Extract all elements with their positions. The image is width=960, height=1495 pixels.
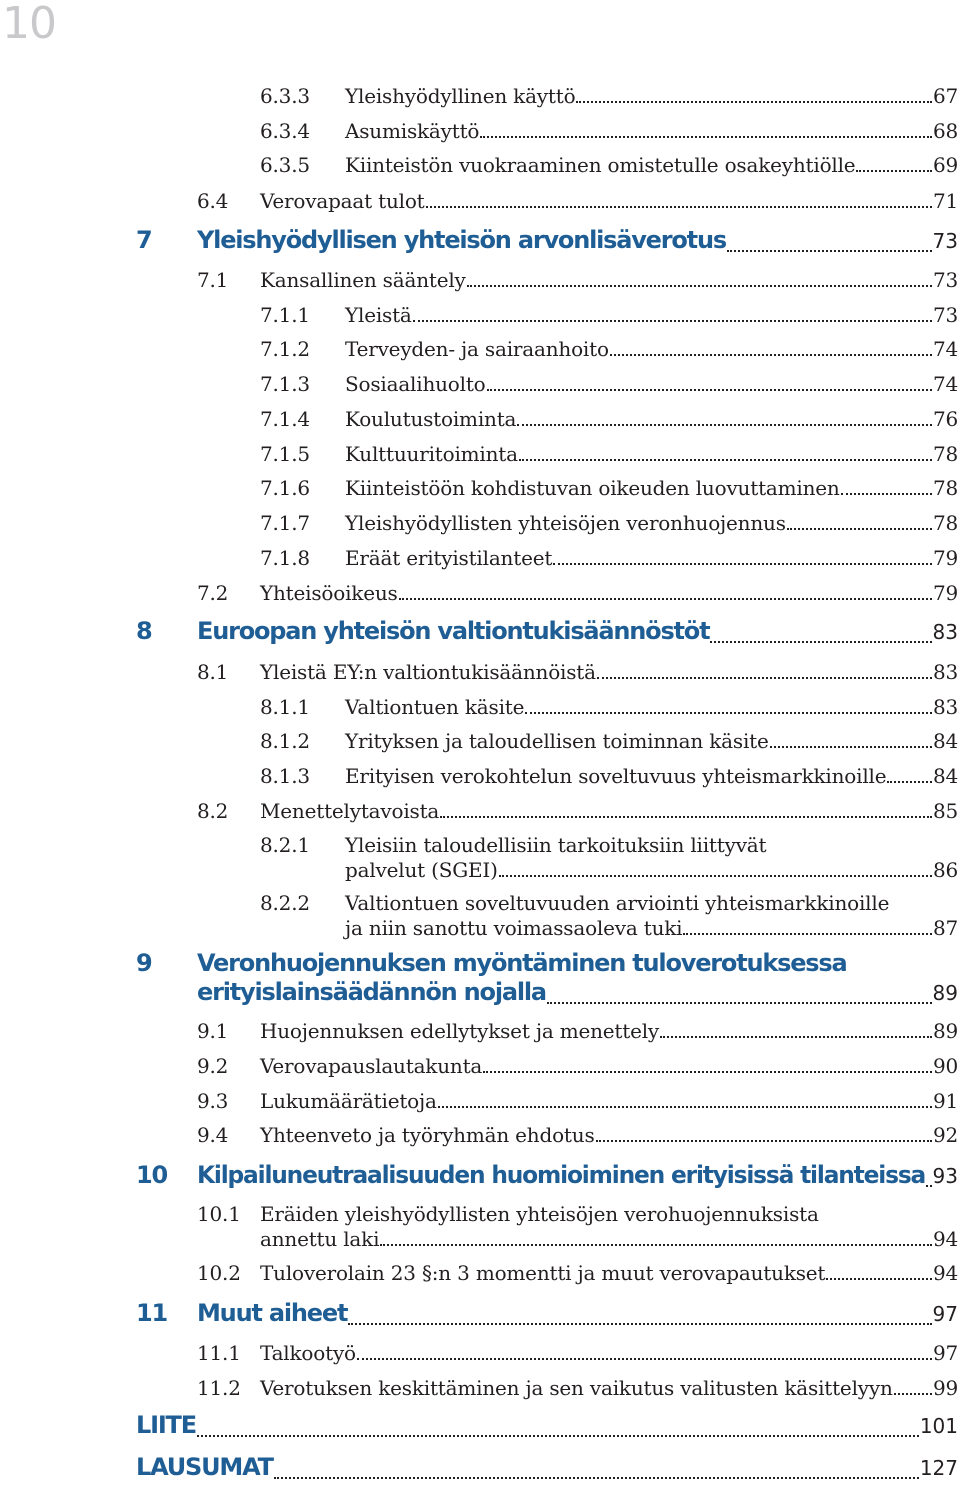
toc-entry-page: 78 bbox=[932, 511, 958, 535]
toc-entry-page: 89 bbox=[932, 981, 958, 1005]
toc-entry-number: 10.1 bbox=[197, 1202, 241, 1226]
dot-leader bbox=[841, 473, 932, 495]
toc-entry-title: LIITE bbox=[136, 1411, 196, 1439]
toc-entry[interactable] bbox=[197, 1261, 958, 1286]
page-number: 10 bbox=[2, 0, 56, 49]
toc-entry[interactable] bbox=[260, 372, 958, 397]
toc-entry-number: 8.2 bbox=[197, 799, 229, 823]
toc-entry-page: 67 bbox=[932, 84, 958, 108]
toc-entry-title-line1: Veronhuojennuksen myöntäminen tuloverotuksessa bbox=[197, 949, 847, 977]
toc-entry-page: 79 bbox=[932, 546, 958, 570]
toc-entry-number: 8.1 bbox=[197, 660, 229, 684]
toc-entry[interactable] bbox=[260, 695, 958, 720]
toc-entry-page: 73 bbox=[932, 303, 958, 327]
toc-entry[interactable] bbox=[197, 799, 958, 824]
toc-entry-title: Kilpailuneutraalisuuden huomioiminen erityisissä tilanteissa bbox=[197, 1161, 926, 1189]
toc-entry[interactable] bbox=[197, 1089, 958, 1114]
toc-entry-page: 97 bbox=[932, 1341, 958, 1365]
toc-entry-title-line1: Eräiden yleishyödyllisten yhteisöjen verohuojennuksista bbox=[260, 1202, 819, 1226]
toc-entry-page: 78 bbox=[932, 476, 958, 500]
toc-chapter-entry[interactable] bbox=[136, 949, 958, 1008]
toc-entry-title: Valtiontuen käsite bbox=[345, 695, 525, 719]
toc-entry-page: 127 bbox=[919, 1456, 958, 1480]
toc-entry-title: Yleishyödyllisen yhteisön arvonlisäverotus bbox=[197, 226, 726, 254]
toc-entry[interactable] bbox=[260, 476, 958, 501]
toc-entry-title-line1: Valtiontuen soveltuvuuden arviointi yhteismarkkinoille bbox=[345, 891, 890, 915]
toc-entry[interactable] bbox=[260, 153, 958, 178]
toc-entry-page: 84 bbox=[932, 764, 958, 788]
toc-entry[interactable] bbox=[260, 729, 958, 754]
dot-leader bbox=[413, 300, 932, 322]
toc-entry-page: 87 bbox=[932, 916, 958, 940]
dot-leader bbox=[274, 1461, 919, 1479]
toc-entry-number: 8.1.1 bbox=[260, 695, 310, 719]
dot-leader bbox=[483, 1051, 932, 1073]
toc-entry-page: 92 bbox=[932, 1123, 958, 1147]
toc-entry-page: 74 bbox=[932, 337, 958, 361]
toc-entry-page: 74 bbox=[932, 372, 958, 396]
toc-entry-title: Terveyden- ja sairaanhoito bbox=[345, 337, 609, 361]
dot-leader bbox=[596, 1120, 932, 1142]
dot-leader bbox=[357, 1338, 932, 1360]
toc-entry-number: 7 bbox=[136, 226, 152, 254]
dot-leader bbox=[348, 1307, 931, 1325]
toc-entry-page: 91 bbox=[932, 1089, 958, 1113]
toc-entry-page: 78 bbox=[932, 442, 958, 466]
toc-entry[interactable] bbox=[260, 546, 958, 571]
toc-entry-page: 68 bbox=[932, 119, 958, 143]
toc-entry-page: 84 bbox=[932, 729, 958, 753]
toc-entry-number: 6.3.3 bbox=[260, 84, 310, 108]
toc-entry-page: 101 bbox=[919, 1414, 958, 1438]
toc-entry-page: 86 bbox=[932, 858, 958, 882]
toc-entry-page: 85 bbox=[932, 799, 958, 823]
toc-entry-title: Muut aiheet bbox=[197, 1299, 348, 1327]
toc-entry-page: 99 bbox=[932, 1376, 958, 1400]
toc-entry[interactable] bbox=[260, 119, 958, 144]
dot-leader bbox=[610, 334, 932, 356]
dot-leader bbox=[438, 1086, 932, 1108]
toc-entry-page: 93 bbox=[932, 1164, 958, 1188]
dot-leader bbox=[553, 543, 932, 565]
toc-entry-number: 7.2 bbox=[197, 581, 229, 605]
toc-entry[interactable] bbox=[260, 407, 958, 432]
toc-entry-title: Verovapauslautakunta bbox=[260, 1054, 483, 1078]
dot-leader bbox=[576, 81, 932, 103]
dot-leader bbox=[399, 578, 932, 600]
toc-entry-page: 83 bbox=[932, 620, 958, 644]
toc-entry-number: 7.1.6 bbox=[260, 476, 310, 500]
toc-entry-title: erityislainsäädännön nojalla bbox=[197, 978, 546, 1006]
toc-entry[interactable] bbox=[260, 337, 958, 362]
toc-entry-number: 7.1 bbox=[197, 268, 229, 292]
toc-entry[interactable] bbox=[197, 1376, 958, 1401]
toc-entry-title: Yleishyödyllinen käyttö bbox=[345, 84, 576, 108]
dot-leader bbox=[440, 796, 932, 818]
toc-entry-page: 97 bbox=[932, 1302, 958, 1326]
toc-entry[interactable] bbox=[197, 268, 958, 293]
toc-entry[interactable] bbox=[260, 764, 958, 789]
toc-entry-number: 9 bbox=[136, 949, 152, 977]
toc-entry[interactable] bbox=[197, 1019, 958, 1044]
toc-entry[interactable] bbox=[260, 303, 958, 328]
dot-leader bbox=[467, 265, 932, 287]
toc-entry-title: Talkootyö bbox=[260, 1341, 356, 1365]
dot-leader bbox=[426, 186, 932, 208]
toc-entry-number: 8.2.2 bbox=[260, 891, 310, 915]
toc-entry-title: Yhteenveto ja työryhmän ehdotus bbox=[260, 1123, 595, 1147]
toc-entry-title: ja niin sanottu voimassaoleva tuki bbox=[345, 916, 683, 940]
toc-entry-title: Euroopan yhteisön valtiontukisäännöstöt bbox=[197, 617, 710, 645]
dot-leader bbox=[499, 855, 932, 877]
toc-entry[interactable] bbox=[197, 189, 958, 214]
toc-entry-title: palvelut (SGEI) bbox=[345, 858, 498, 882]
toc-entry-number: 8.1.3 bbox=[260, 764, 310, 788]
toc-entry-title: Menettelytavoista bbox=[260, 799, 440, 823]
toc-entry-number: 6.3.5 bbox=[260, 153, 310, 177]
toc-entry-title: Tuloverolain 23 §:n 3 momentti ja muut verovapautukset bbox=[260, 1261, 826, 1285]
toc-entry-title: Asumiskäyttö bbox=[345, 119, 480, 143]
toc-entry-number: 9.2 bbox=[197, 1054, 229, 1078]
dot-leader bbox=[856, 150, 931, 172]
dot-leader bbox=[683, 913, 932, 935]
toc-entry-number: 6.3.4 bbox=[260, 119, 310, 143]
toc-entry-title: Yrityksen ja taloudellisen toiminnan käsite bbox=[345, 729, 769, 753]
toc-chapter-entry[interactable] bbox=[136, 1299, 958, 1329]
toc-entry-number: 8.2.1 bbox=[260, 833, 310, 857]
toc-entry-number: 11.1 bbox=[197, 1341, 241, 1365]
toc-entry-title: Kiinteistön vuokraaminen omistetulle osakeyhtiölle bbox=[345, 153, 856, 177]
toc-entry-title: Verovapaat tulot bbox=[260, 189, 425, 213]
toc-entry-page: 94 bbox=[932, 1227, 958, 1251]
toc-entry-number: 9.3 bbox=[197, 1089, 229, 1113]
toc-entry-number: 7.1.1 bbox=[260, 303, 310, 327]
toc-entry-title: Kulttuuritoiminta bbox=[345, 442, 518, 466]
dot-leader bbox=[597, 657, 932, 679]
toc-entry-page: 94 bbox=[932, 1261, 958, 1285]
toc-entry-number: 7.1.2 bbox=[260, 337, 310, 361]
toc-entry-number: 6.4 bbox=[197, 189, 229, 213]
toc-entry-title: Eräät erityistilanteet bbox=[345, 546, 553, 570]
toc-entry-number: 10.2 bbox=[197, 1261, 241, 1285]
toc-entry-number: 9.4 bbox=[197, 1123, 229, 1147]
dot-leader bbox=[787, 508, 932, 530]
toc-entry-title: Lukumäärätietoja bbox=[260, 1089, 437, 1113]
dot-leader bbox=[197, 1419, 919, 1437]
dot-leader bbox=[727, 234, 932, 252]
dot-leader bbox=[710, 625, 931, 643]
toc-entry-title: Yhteisöoikeus bbox=[260, 581, 398, 605]
dot-leader bbox=[660, 1016, 932, 1038]
dot-leader bbox=[519, 439, 932, 461]
toc-entry-page: 83 bbox=[932, 695, 958, 719]
toc-entry[interactable] bbox=[197, 581, 958, 606]
toc-entry[interactable] bbox=[260, 511, 958, 536]
dot-leader bbox=[517, 404, 932, 426]
toc-chapter-entry[interactable] bbox=[136, 617, 958, 647]
toc-entry-page: 90 bbox=[932, 1054, 958, 1078]
toc-entry-page: 79 bbox=[932, 581, 958, 605]
toc-entry[interactable] bbox=[260, 84, 958, 109]
toc-entry[interactable] bbox=[260, 442, 958, 467]
toc-entry-title: Kiinteistöön kohdistuvan oikeuden luovuttaminen bbox=[345, 476, 840, 500]
toc-entry-number: 8 bbox=[136, 617, 152, 645]
toc-entry-title: Yleistä EY:n valtiontukisäännöistä bbox=[260, 660, 596, 684]
dot-leader bbox=[894, 1373, 932, 1395]
toc-entry-title: Verotuksen keskittäminen ja sen vaikutus valitusten käsittelyyn bbox=[260, 1376, 893, 1400]
toc-chapter-entry[interactable] bbox=[136, 1411, 958, 1441]
toc-chapter-entry[interactable] bbox=[136, 226, 958, 256]
toc-entry-page: 73 bbox=[932, 268, 958, 292]
toc-chapter-entry[interactable] bbox=[136, 1453, 958, 1483]
dot-leader bbox=[826, 1258, 932, 1280]
dot-leader bbox=[926, 1169, 932, 1187]
toc-entry-title: Kansallinen sääntely bbox=[260, 268, 466, 292]
toc-entry-number: 8.1.2 bbox=[260, 729, 310, 753]
toc-entry[interactable] bbox=[197, 1341, 958, 1366]
toc-entry-page: 89 bbox=[932, 1019, 958, 1043]
toc-chapter-entry[interactable] bbox=[136, 1161, 958, 1191]
toc-entry-number: 7.1.5 bbox=[260, 442, 310, 466]
toc-entry-page: 69 bbox=[932, 153, 958, 177]
toc-entry-title: LAUSUMAT bbox=[136, 1453, 273, 1481]
toc-entry[interactable] bbox=[197, 1202, 958, 1252]
toc-entry[interactable] bbox=[260, 833, 958, 883]
toc-entry-number: 7.1.7 bbox=[260, 511, 310, 535]
dot-leader bbox=[487, 369, 932, 391]
toc-entry-number: 7.1.3 bbox=[260, 372, 310, 396]
toc-entry[interactable] bbox=[197, 1054, 958, 1079]
dot-leader bbox=[525, 692, 932, 714]
dot-leader bbox=[380, 1224, 932, 1246]
toc-entry[interactable] bbox=[197, 660, 958, 685]
toc-entry-number: 11.2 bbox=[197, 1376, 241, 1400]
toc-entry-page: 71 bbox=[932, 189, 958, 213]
toc-entry-page: 83 bbox=[932, 660, 958, 684]
toc-entry-page: 76 bbox=[932, 407, 958, 431]
toc-entry-title: Yleistä bbox=[345, 303, 412, 327]
toc-entry-title: annettu laki bbox=[260, 1227, 380, 1251]
dot-leader bbox=[480, 116, 932, 138]
toc-entry[interactable] bbox=[197, 1123, 958, 1148]
toc-entry-number: 10 bbox=[136, 1161, 167, 1189]
toc-entry-page: 73 bbox=[932, 229, 958, 253]
toc-entry-title-line1: Yleisiin taloudellisiin tarkoituksiin liittyvät bbox=[345, 833, 767, 857]
dot-leader bbox=[770, 726, 932, 748]
toc-entry-number: 7.1.8 bbox=[260, 546, 310, 570]
dot-leader bbox=[887, 761, 932, 783]
toc-entry-title: Koulutustoiminta bbox=[345, 407, 517, 431]
toc-entry[interactable] bbox=[260, 891, 958, 941]
toc-entry-title: Sosiaalihuolto bbox=[345, 372, 486, 396]
dot-leader bbox=[547, 986, 932, 1004]
toc-entry-title: Yleishyödyllisten yhteisöjen veronhuojennus bbox=[345, 511, 786, 535]
toc-entry-number: 11 bbox=[136, 1299, 167, 1327]
toc-entry-number: 7.1.4 bbox=[260, 407, 310, 431]
toc-entry-title: Erityisen verokohtelun soveltuvuus yhteismarkkinoille bbox=[345, 764, 887, 788]
toc-entry-title: Huojennuksen edellytykset ja menettely bbox=[260, 1019, 660, 1043]
toc-entry-number: 9.1 bbox=[197, 1019, 229, 1043]
